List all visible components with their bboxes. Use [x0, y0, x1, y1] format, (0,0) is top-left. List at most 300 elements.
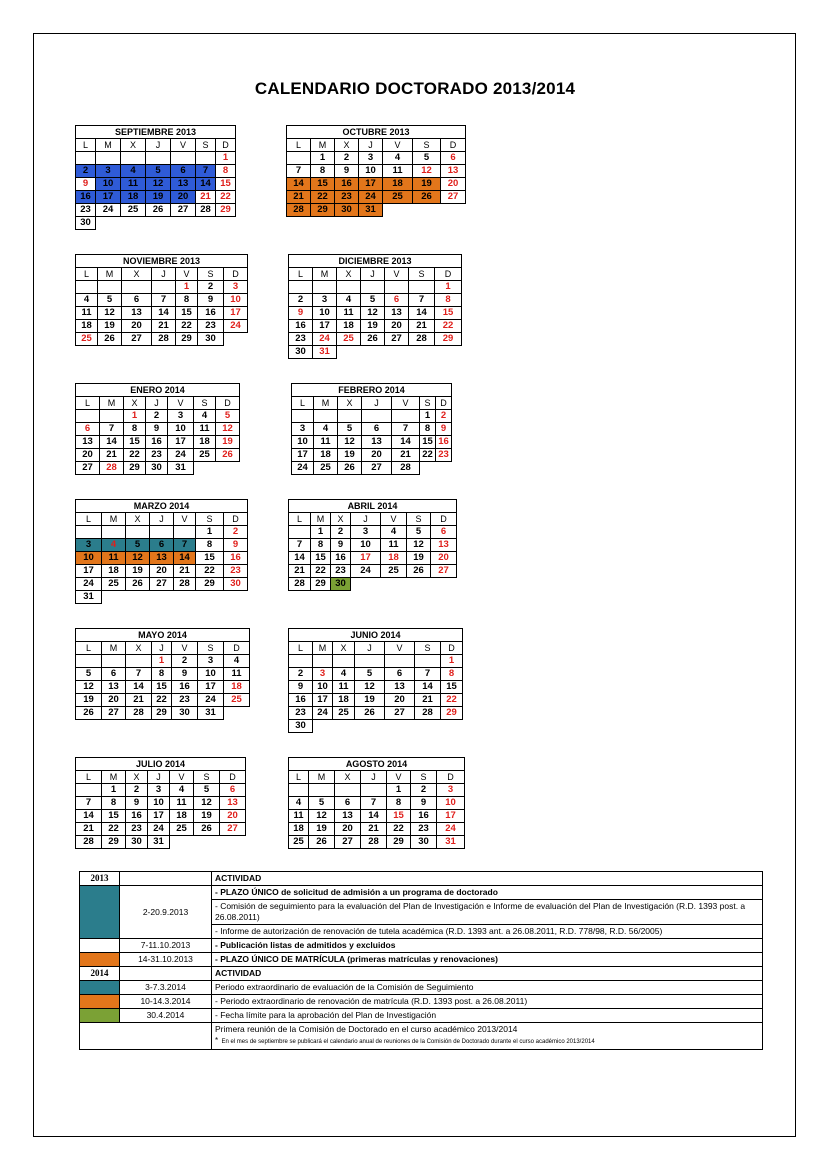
day-cell: 10	[96, 178, 121, 191]
day-cell: 26	[76, 707, 102, 720]
day-cell: 6	[150, 539, 174, 552]
blank-day-cell	[289, 655, 313, 668]
weekday-header: D	[441, 642, 463, 655]
day-cell: 25	[381, 565, 407, 578]
weekday-header: J	[148, 771, 170, 784]
weekday-header: V	[172, 642, 198, 655]
day-cell: 5	[126, 539, 150, 552]
week-row	[289, 307, 462, 320]
weekday-header: D	[216, 397, 240, 410]
day-cell: 29	[216, 204, 236, 217]
day-cell: 11	[337, 307, 361, 320]
weekday-header: J	[152, 268, 176, 281]
day-cell: 27	[431, 565, 457, 578]
day-cell: 2	[76, 165, 96, 178]
day-cell: 10	[224, 294, 248, 307]
day-cell: 17	[359, 178, 383, 191]
empty-cell	[313, 720, 333, 733]
activity-date: 14-31.10.2013	[120, 953, 212, 967]
day-cell: 30	[146, 462, 168, 475]
week-row	[76, 784, 246, 797]
week-row	[76, 578, 248, 591]
empty-cell	[194, 836, 220, 849]
day-cell: 7	[152, 294, 176, 307]
day-cell: 2	[331, 526, 351, 539]
blank-day-cell	[361, 784, 387, 797]
month-7	[75, 499, 248, 604]
day-cell: 8	[102, 797, 126, 810]
week-row	[76, 294, 248, 307]
day-cell: 16	[172, 681, 198, 694]
day-cell: 5	[309, 797, 335, 810]
day-cell: 27	[335, 836, 361, 849]
day-cell: 5	[216, 410, 240, 423]
week-row	[289, 320, 462, 333]
day-cell: 31	[313, 346, 337, 359]
day-cell: 2	[224, 526, 248, 539]
blank-day-cell	[174, 526, 196, 539]
day-cell: 30	[331, 578, 351, 591]
day-cell: 6	[122, 294, 152, 307]
day-cell: 30	[126, 836, 148, 849]
day-cell: 22	[311, 565, 331, 578]
month-name: MARZO 2014	[76, 500, 248, 513]
day-cell: 4	[337, 294, 361, 307]
legend-swatch-teal	[80, 886, 120, 939]
day-cell: 16	[126, 810, 148, 823]
activity-text: - Comisión de seguimiento para la evaluación del Plan de Investigación e Informe de evaluación del Plan de Investigación (R.D. 1393 post. a 26.08.2011)	[212, 900, 763, 925]
day-cell: 7	[126, 668, 152, 681]
day-cell: 19	[338, 449, 362, 462]
weekday-header: D	[224, 513, 248, 526]
weekday-header: J	[359, 139, 383, 152]
empty-cell	[441, 204, 466, 217]
table-row	[80, 995, 763, 1009]
empty-cell	[337, 346, 361, 359]
day-cell: 13	[335, 810, 361, 823]
swatch-blank	[80, 939, 120, 953]
day-cell: 17	[96, 191, 121, 204]
day-cell: 5	[355, 668, 385, 681]
week-row	[289, 655, 463, 668]
day-cell: 28	[174, 578, 196, 591]
day-cell: 14	[409, 307, 435, 320]
day-cell: 5	[361, 294, 385, 307]
day-cell: 25	[76, 333, 98, 346]
day-cell: 11	[121, 178, 146, 191]
day-cell: 4	[224, 655, 250, 668]
activity-text: - Fecha límite para la aprobación del Plan de Investigación	[212, 1009, 763, 1023]
day-cell: 26	[146, 204, 171, 217]
day-cell: 17	[148, 810, 170, 823]
weekday-header: J	[152, 642, 172, 655]
day-cell: 21	[392, 449, 420, 462]
empty-cell	[220, 836, 246, 849]
day-cell: 13	[385, 681, 415, 694]
day-cell: 7	[76, 797, 102, 810]
day-cell: 9	[76, 178, 96, 191]
week-row	[76, 539, 248, 552]
week-row	[76, 423, 240, 436]
day-cell: 23	[335, 191, 359, 204]
week-row	[76, 436, 240, 449]
day-cell: 5	[98, 294, 122, 307]
empty-cell	[413, 204, 441, 217]
blank-day-cell	[292, 410, 314, 423]
day-cell: 4	[102, 539, 126, 552]
day-cell: 11	[289, 810, 309, 823]
week-row	[76, 797, 246, 810]
blank-day-cell	[171, 152, 196, 165]
blank-day-cell	[76, 784, 102, 797]
year-cell: 2014	[80, 967, 120, 981]
table-row	[80, 981, 763, 995]
day-cell: 8	[311, 539, 331, 552]
day-cell: 19	[361, 320, 385, 333]
day-cell: 11	[76, 307, 98, 320]
day-cell: 18	[333, 694, 355, 707]
month-name: FEBRERO 2014	[292, 384, 452, 397]
weekday-header: D	[224, 268, 248, 281]
day-cell: 9	[411, 797, 437, 810]
weekday-header: M	[314, 397, 338, 410]
day-cell: 20	[385, 694, 415, 707]
legend-swatch-orange	[80, 953, 120, 967]
activity-text	[212, 1023, 763, 1050]
blank-day-cell	[392, 410, 420, 423]
weekday-header: X	[335, 771, 361, 784]
week-row	[76, 694, 250, 707]
weekday-header: V	[385, 642, 415, 655]
day-cell: 12	[355, 681, 385, 694]
weekday-header: S	[411, 771, 437, 784]
day-cell: 19	[76, 694, 102, 707]
day-cell: 20	[150, 565, 174, 578]
week-row	[287, 178, 466, 191]
day-cell: 31	[198, 707, 224, 720]
week-row	[289, 668, 463, 681]
day-cell: 1	[311, 152, 335, 165]
day-cell: 1	[420, 410, 436, 423]
empty-cell	[102, 591, 126, 604]
day-cell: 8	[441, 668, 463, 681]
weekday-header: J	[355, 642, 385, 655]
day-cell: 26	[126, 578, 150, 591]
blank-day-cell	[126, 655, 152, 668]
table-row	[80, 939, 763, 953]
day-cell: 22	[387, 823, 411, 836]
day-cell: 9	[436, 423, 452, 436]
day-cell: 3	[351, 526, 381, 539]
day-cell: 4	[170, 784, 194, 797]
day-cell: 8	[196, 539, 224, 552]
week-row	[76, 526, 248, 539]
day-cell: 9	[331, 539, 351, 552]
day-cell: 1	[176, 281, 198, 294]
day-cell: 21	[409, 320, 435, 333]
day-cell: 26	[338, 462, 362, 475]
month-name: AGOSTO 2014	[289, 758, 465, 771]
day-cell: 28	[392, 462, 420, 475]
day-cell: 29	[435, 333, 462, 346]
empty-cell	[361, 346, 385, 359]
blank-day-cell	[122, 281, 152, 294]
empty-cell	[385, 346, 409, 359]
day-cell: 17	[437, 810, 465, 823]
empty-cell	[150, 591, 174, 604]
week-row	[76, 565, 248, 578]
week-row	[76, 281, 248, 294]
day-cell: 25	[102, 578, 126, 591]
day-cell: 20	[385, 320, 409, 333]
day-cell: 3	[168, 410, 194, 423]
weekday-header: S	[196, 513, 224, 526]
empty-cell	[224, 591, 248, 604]
day-cell: 14	[100, 436, 124, 449]
day-cell: 6	[171, 165, 196, 178]
day-cell: 12	[361, 307, 385, 320]
day-cell: 12	[126, 552, 150, 565]
weekday-header: X	[126, 771, 148, 784]
day-cell: 10	[437, 797, 465, 810]
day-cell: 12	[216, 423, 240, 436]
blank-day-cell	[152, 281, 176, 294]
month-name: SEPTIEMBRE 2013	[76, 126, 236, 139]
day-cell: 25	[194, 449, 216, 462]
day-cell: 23	[224, 565, 248, 578]
day-cell: 21	[76, 823, 102, 836]
day-cell: 13	[102, 681, 126, 694]
day-cell: 18	[194, 436, 216, 449]
weekday-header: V	[387, 771, 411, 784]
month-name: OCTUBRE 2013	[287, 126, 466, 139]
day-cell: 7	[392, 423, 420, 436]
empty-cell	[121, 217, 146, 230]
week-row	[292, 423, 452, 436]
day-cell: 22	[420, 449, 436, 462]
weekday-header: M	[102, 513, 126, 526]
day-cell: 26	[361, 333, 385, 346]
day-cell: 3	[437, 784, 465, 797]
blank-day-cell	[76, 152, 96, 165]
month-12	[288, 757, 465, 849]
week-row	[289, 707, 463, 720]
day-cell: 12	[309, 810, 335, 823]
footnote	[215, 1035, 759, 1048]
day-cell: 3	[224, 281, 248, 294]
day-cell: 28	[415, 707, 441, 720]
day-cell: 2	[436, 410, 452, 423]
weekday-header: X	[338, 397, 362, 410]
day-cell: 8	[387, 797, 411, 810]
week-row	[76, 655, 250, 668]
day-cell: 13	[220, 797, 246, 810]
month-4	[288, 254, 462, 359]
day-cell: 2	[126, 784, 148, 797]
day-cell: 21	[126, 694, 152, 707]
day-cell: 9	[126, 797, 148, 810]
day-cell: 3	[359, 152, 383, 165]
weekday-header: M	[102, 642, 126, 655]
weekday-header: V	[170, 771, 194, 784]
blank-day-cell	[100, 410, 124, 423]
day-cell: 16	[76, 191, 96, 204]
day-cell: 19	[413, 178, 441, 191]
weekday-header: J	[351, 513, 381, 526]
day-cell: 22	[176, 320, 198, 333]
day-cell: 24	[292, 462, 314, 475]
day-cell: 26	[194, 823, 220, 836]
day-cell: 3	[148, 784, 170, 797]
day-cell: 31	[168, 462, 194, 475]
day-cell: 17	[76, 565, 102, 578]
activity-text: - PLAZO ÚNICO de solicitud de admisión a un programa de doctorado	[212, 886, 763, 900]
week-row	[76, 410, 240, 423]
day-cell: 26	[309, 836, 335, 849]
day-cell: 7	[196, 165, 216, 178]
week-row	[289, 694, 463, 707]
day-cell: 1	[311, 526, 331, 539]
day-cell: 9	[335, 165, 359, 178]
day-cell: 25	[383, 191, 413, 204]
day-cell: 1	[441, 655, 463, 668]
day-cell: 8	[216, 165, 236, 178]
blank-day-cell	[337, 281, 361, 294]
day-cell: 14	[392, 436, 420, 449]
day-cell: 14	[289, 552, 311, 565]
day-cell: 30	[198, 333, 224, 346]
blank-day-cell	[309, 784, 335, 797]
day-cell: 29	[441, 707, 463, 720]
weekday-header: D	[435, 268, 462, 281]
weekday-header: M	[311, 139, 335, 152]
day-cell: 15	[124, 436, 146, 449]
month-8	[288, 499, 457, 591]
day-cell: 25	[337, 333, 361, 346]
day-cell: 18	[314, 449, 338, 462]
week-row	[76, 823, 246, 836]
day-cell: 25	[224, 694, 250, 707]
day-cell: 25	[121, 204, 146, 217]
week-row	[292, 410, 452, 423]
blank-day-cell	[76, 526, 102, 539]
weekday-header: D	[437, 771, 465, 784]
day-cell: 23	[411, 823, 437, 836]
day-cell: 27	[150, 578, 174, 591]
day-cell: 9	[224, 539, 248, 552]
day-cell: 29	[387, 836, 411, 849]
weekday-header: L	[76, 642, 102, 655]
day-cell: 7	[415, 668, 441, 681]
day-cell: 13	[122, 307, 152, 320]
day-cell: 7	[361, 797, 387, 810]
month-name: JUNIO 2014	[289, 629, 463, 642]
weekday-header: S	[196, 139, 216, 152]
day-cell: 2	[146, 410, 168, 423]
header-blank-cell	[120, 872, 212, 886]
month-name: ABRIL 2014	[289, 500, 457, 513]
day-cell: 22	[196, 565, 224, 578]
day-cell: 18	[76, 320, 98, 333]
week-row	[289, 333, 462, 346]
week-row	[289, 539, 457, 552]
day-cell: 10	[168, 423, 194, 436]
month-5	[75, 383, 240, 475]
day-cell: 12	[98, 307, 122, 320]
blank-day-cell	[96, 152, 121, 165]
day-cell: 20	[220, 810, 246, 823]
day-cell: 29	[196, 578, 224, 591]
day-cell: 20	[76, 449, 100, 462]
day-cell: 30	[76, 217, 96, 230]
blank-day-cell	[313, 655, 333, 668]
day-cell: 20	[102, 694, 126, 707]
day-cell: 17	[313, 694, 333, 707]
activity-header: ACTIVIDAD	[212, 872, 763, 886]
blank-day-cell	[146, 152, 171, 165]
weekday-header: L	[76, 268, 98, 281]
activity-header: ACTIVIDAD	[212, 967, 763, 981]
week-row	[292, 462, 452, 475]
weekday-header: L	[76, 771, 102, 784]
weekday-header: X	[335, 139, 359, 152]
day-cell: 30	[224, 578, 248, 591]
weekday-header: J	[361, 771, 387, 784]
day-cell: 26	[407, 565, 431, 578]
day-cell: 20	[362, 449, 392, 462]
week-row	[76, 668, 250, 681]
blank-day-cell	[409, 281, 435, 294]
week-row	[76, 449, 240, 462]
day-cell: 29	[152, 707, 172, 720]
day-cell: 14	[174, 552, 196, 565]
weekday-header: S	[407, 513, 431, 526]
empty-cell	[351, 578, 381, 591]
day-cell: 5	[407, 526, 431, 539]
day-cell: 29	[102, 836, 126, 849]
empty-cell	[407, 578, 431, 591]
day-cell: 15	[152, 681, 172, 694]
day-cell: 6	[431, 526, 457, 539]
week-row	[289, 526, 457, 539]
empty-cell	[383, 204, 413, 217]
day-cell: 23	[76, 204, 96, 217]
day-cell: 30	[335, 204, 359, 217]
blank-day-cell	[76, 655, 102, 668]
day-cell: 16	[411, 810, 437, 823]
weekday-header: D	[441, 139, 466, 152]
day-cell: 21	[287, 191, 311, 204]
week-row	[289, 797, 465, 810]
day-cell: 8	[311, 165, 335, 178]
day-cell: 31	[359, 204, 383, 217]
day-cell: 11	[333, 681, 355, 694]
weekday-header: S	[415, 642, 441, 655]
month-6	[291, 383, 452, 475]
day-cell: 6	[76, 423, 100, 436]
week-row	[289, 823, 465, 836]
weekday-header: M	[313, 642, 333, 655]
blank-day-cell	[362, 410, 392, 423]
week-row	[76, 191, 236, 204]
empty-cell	[436, 462, 452, 475]
day-cell: 24	[359, 191, 383, 204]
day-cell: 16	[335, 178, 359, 191]
day-cell: 25	[333, 707, 355, 720]
weekday-header: D	[224, 642, 250, 655]
day-cell: 14	[287, 178, 311, 191]
day-cell: 10	[76, 552, 102, 565]
